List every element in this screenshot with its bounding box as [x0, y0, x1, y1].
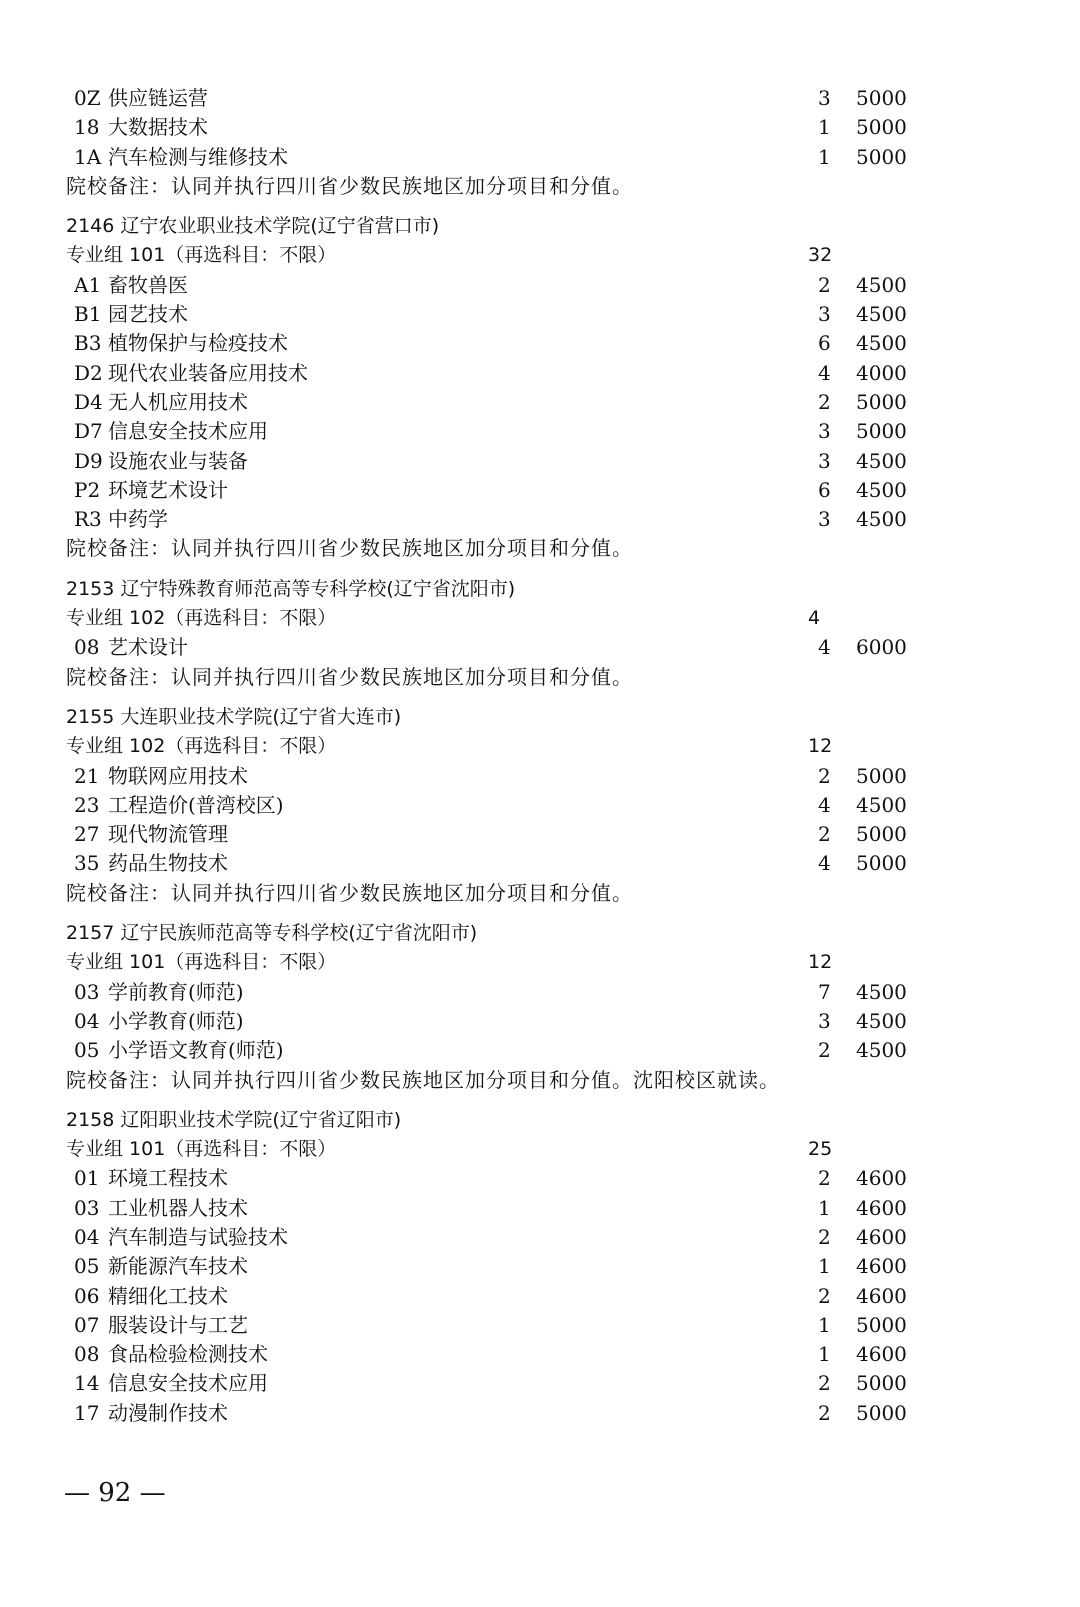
major-row	[66, 1340, 946, 1369]
enrollment-count: 3	[818, 302, 831, 327]
enrollment-count: 2	[818, 822, 831, 847]
major-name: 工业机器人技术	[108, 1195, 248, 1220]
major-name: 药品生物技术	[108, 851, 228, 876]
major-code: 03	[74, 1195, 100, 1220]
major-name: 设施农业与装备	[108, 448, 248, 473]
tuition-fee: 4500	[856, 331, 907, 356]
school-section	[66, 212, 946, 564]
school-section	[66, 919, 946, 1095]
major-row	[66, 84, 946, 113]
tuition-fee: 4500	[856, 302, 907, 327]
major-name: 供应链运营	[108, 86, 208, 110]
major-code: 01	[74, 1166, 100, 1191]
school-header: 2153 辽宁特殊教育师范高等专科学校(辽宁省沈阳市)	[66, 577, 516, 600]
major-name: 新能源汽车技术	[108, 1254, 248, 1279]
major-row	[66, 388, 946, 417]
major-code: 05	[74, 1254, 100, 1279]
tuition-fee: 5000	[856, 389, 907, 414]
major-group-label: 专业组 101（再选科目：不限）	[66, 244, 337, 267]
major-row	[66, 1164, 946, 1193]
tuition-fee: 4600	[856, 1254, 907, 1279]
major-row	[66, 1252, 946, 1281]
enrollment-count: 1	[818, 1312, 831, 1337]
major-code: 03	[74, 979, 100, 1004]
tuition-fee: 4500	[856, 979, 907, 1004]
major-code: 23	[74, 792, 100, 817]
major-name: 园艺技术	[108, 302, 188, 327]
major-name: 学前教育(师范)	[108, 979, 244, 1004]
enrollment-count: 2	[818, 1371, 831, 1396]
major-row	[66, 820, 946, 849]
tuition-fee: 5000	[856, 86, 907, 110]
major-row	[66, 113, 946, 142]
major-row	[66, 329, 946, 358]
major-group-label: 专业组 102（再选科目：不限）	[66, 607, 337, 630]
major-code: 06	[74, 1283, 100, 1308]
major-name: 现代物流管理	[108, 822, 228, 847]
enrollment-count: 6	[818, 477, 831, 502]
major-code: A1	[74, 272, 102, 297]
major-name: 食品检验检测技术	[108, 1342, 268, 1367]
major-row	[66, 447, 946, 476]
major-code: R3	[74, 507, 102, 532]
enrollment-count: 4	[818, 851, 831, 876]
tuition-fee: 4500	[856, 1008, 907, 1033]
enrollment-count: 4	[818, 635, 831, 660]
enrollment-count: 4	[818, 792, 831, 817]
major-row	[66, 1223, 946, 1252]
major-code: B1	[74, 302, 102, 327]
major-code: 18	[74, 115, 100, 140]
major-name: 小学语文教育(师范)	[108, 1038, 284, 1063]
major-name: 中药学	[108, 507, 168, 532]
school-note: 院校备注：认同并执行四川省少数民族地区加分项目和分值。沈阳校区就读。	[66, 1067, 780, 1092]
major-code: 04	[74, 1224, 100, 1249]
major-row	[66, 1036, 946, 1065]
school-header: 2146 辽宁农业职业技术学院(辽宁省营口市)	[66, 215, 440, 238]
major-row	[66, 1007, 946, 1036]
school-section	[66, 703, 946, 908]
major-code: 21	[74, 763, 100, 788]
major-row	[66, 762, 946, 791]
enrollment-count: 2	[818, 1224, 831, 1249]
enrollment-count: 1	[818, 1254, 831, 1279]
enrollment-count: 3	[818, 448, 831, 473]
enrollment-count: 2	[818, 389, 831, 414]
major-name: 服装设计与工艺	[108, 1312, 248, 1337]
major-code: 07	[74, 1312, 100, 1337]
major-name: 汽车检测与维修技术	[108, 144, 288, 169]
group-enrollment-count: 12	[808, 735, 833, 758]
major-group-row	[66, 732, 946, 761]
major-row	[66, 359, 946, 388]
enrollment-count: 3	[818, 507, 831, 532]
tuition-fee: 4500	[856, 792, 907, 817]
school-note: 院校备注：认同并执行四川省少数民族地区加分项目和分值。	[66, 173, 633, 198]
major-name: 艺术设计	[108, 635, 188, 660]
group-enrollment-count: 12	[808, 951, 833, 974]
school-header: 2155 大连职业技术学院(辽宁省大连市)	[66, 705, 402, 728]
major-row	[66, 1194, 946, 1223]
major-code: B3	[74, 331, 102, 356]
enrollment-count: 2	[818, 1166, 831, 1191]
major-code: 35	[74, 851, 100, 876]
major-name: 植物保护与检疫技术	[108, 331, 288, 356]
major-row	[66, 1369, 946, 1398]
major-code: D7	[74, 419, 103, 444]
major-name: 大数据技术	[108, 115, 208, 140]
tuition-fee: 5000	[856, 851, 907, 876]
major-code: D2	[74, 360, 103, 385]
major-row	[66, 417, 946, 446]
school-section	[66, 1106, 946, 1428]
major-code: 1A	[74, 144, 102, 169]
major-row	[66, 633, 946, 662]
page-number: — 92 —	[64, 1478, 166, 1508]
enrollment-count: 3	[818, 86, 831, 110]
major-code: 08	[74, 1342, 100, 1367]
major-group-row	[66, 604, 946, 633]
major-name: 现代农业装备应用技术	[108, 360, 308, 385]
major-code: P2	[74, 477, 101, 502]
major-name: 汽车制造与试验技术	[108, 1224, 288, 1249]
tuition-fee: 6000	[856, 635, 907, 660]
enrollment-count: 2	[818, 1400, 831, 1425]
major-row	[66, 271, 946, 300]
major-row	[66, 505, 946, 534]
school-note: 院校备注：认同并执行四川省少数民族地区加分项目和分值。	[66, 880, 633, 905]
group-enrollment-count: 32	[808, 244, 833, 267]
tuition-fee: 4600	[856, 1166, 907, 1191]
tuition-fee: 5000	[856, 1371, 907, 1396]
school-section	[66, 575, 946, 692]
tuition-fee: 4500	[856, 272, 907, 297]
tuition-fee: 4500	[856, 1038, 907, 1063]
major-name: 精细化工技术	[108, 1283, 228, 1308]
major-name: 信息安全技术应用	[108, 1371, 268, 1396]
enrollment-count: 1	[818, 144, 831, 169]
major-name: 工程造价(普湾校区)	[108, 792, 284, 817]
major-name: 物联网应用技术	[108, 763, 248, 788]
tuition-fee: 5000	[856, 144, 907, 169]
tuition-fee: 4500	[856, 448, 907, 473]
major-group-row	[66, 241, 946, 270]
tuition-fee: 5000	[856, 115, 907, 140]
document-page	[66, 84, 946, 1428]
major-code: 17	[74, 1400, 100, 1425]
major-row	[66, 143, 946, 172]
tuition-fee: 4600	[856, 1283, 907, 1308]
enrollment-count: 6	[818, 331, 831, 356]
major-name: 环境工程技术	[108, 1166, 228, 1191]
enrollment-count: 3	[818, 419, 831, 444]
major-row	[66, 791, 946, 820]
major-code: D4	[74, 389, 103, 414]
major-code: 0Z	[74, 86, 101, 110]
enrollment-count: 4	[818, 360, 831, 385]
tuition-fee: 4600	[856, 1224, 907, 1249]
group-enrollment-count: 4	[808, 607, 821, 630]
major-row	[66, 1282, 946, 1311]
major-name: 动漫制作技术	[108, 1400, 228, 1425]
major-row	[66, 849, 946, 878]
tuition-fee: 4600	[856, 1342, 907, 1367]
major-group-row	[66, 1135, 946, 1164]
enrollment-count: 2	[818, 1038, 831, 1063]
tuition-fee: 5000	[856, 1400, 907, 1425]
major-code: 04	[74, 1008, 100, 1033]
major-code: 14	[74, 1371, 100, 1396]
tuition-fee: 5000	[856, 419, 907, 444]
school-note: 院校备注：认同并执行四川省少数民族地区加分项目和分值。	[66, 664, 633, 689]
enrollment-count: 1	[818, 1342, 831, 1367]
major-name: 信息安全技术应用	[108, 419, 268, 444]
group-enrollment-count: 25	[808, 1138, 833, 1161]
major-name: 环境艺术设计	[108, 477, 228, 502]
tuition-fee: 4500	[856, 477, 907, 502]
major-code: 27	[74, 822, 100, 847]
tuition-fee: 4500	[856, 507, 907, 532]
tuition-fee: 4000	[856, 360, 907, 385]
school-header: 2158 辽阳职业技术学院(辽宁省辽阳市)	[66, 1108, 402, 1131]
major-group-row	[66, 948, 946, 977]
major-row	[66, 978, 946, 1007]
enrollment-count: 1	[818, 1195, 831, 1220]
major-row	[66, 300, 946, 329]
enrollment-count: 2	[818, 1283, 831, 1308]
tuition-fee: 4600	[856, 1195, 907, 1220]
enrollment-count: 3	[818, 1008, 831, 1033]
school-header: 2157 辽宁民族师范高等专科学校(辽宁省沈阳市)	[66, 922, 478, 945]
major-name: 无人机应用技术	[108, 389, 248, 414]
major-row	[66, 1311, 946, 1340]
major-group-label: 专业组 102（再选科目：不限）	[66, 735, 337, 758]
tuition-fee: 5000	[856, 1312, 907, 1337]
enrollment-count: 2	[818, 272, 831, 297]
major-code: D9	[74, 448, 103, 473]
enrollment-count: 7	[818, 979, 831, 1004]
major-code: 08	[74, 635, 100, 660]
tuition-fee: 5000	[856, 763, 907, 788]
major-row	[66, 476, 946, 505]
tuition-fee: 5000	[856, 822, 907, 847]
major-code: 05	[74, 1038, 100, 1063]
major-group-label: 专业组 101（再选科目：不限）	[66, 1138, 337, 1161]
major-row	[66, 1399, 946, 1428]
major-group-label: 专业组 101（再选科目：不限）	[66, 951, 337, 974]
school-note: 院校备注：认同并执行四川省少数民族地区加分项目和分值。	[66, 536, 633, 561]
enrollment-count: 2	[818, 763, 831, 788]
enrollment-count: 1	[818, 115, 831, 140]
major-name: 畜牧兽医	[108, 272, 188, 297]
major-name: 小学教育(师范)	[108, 1008, 244, 1033]
